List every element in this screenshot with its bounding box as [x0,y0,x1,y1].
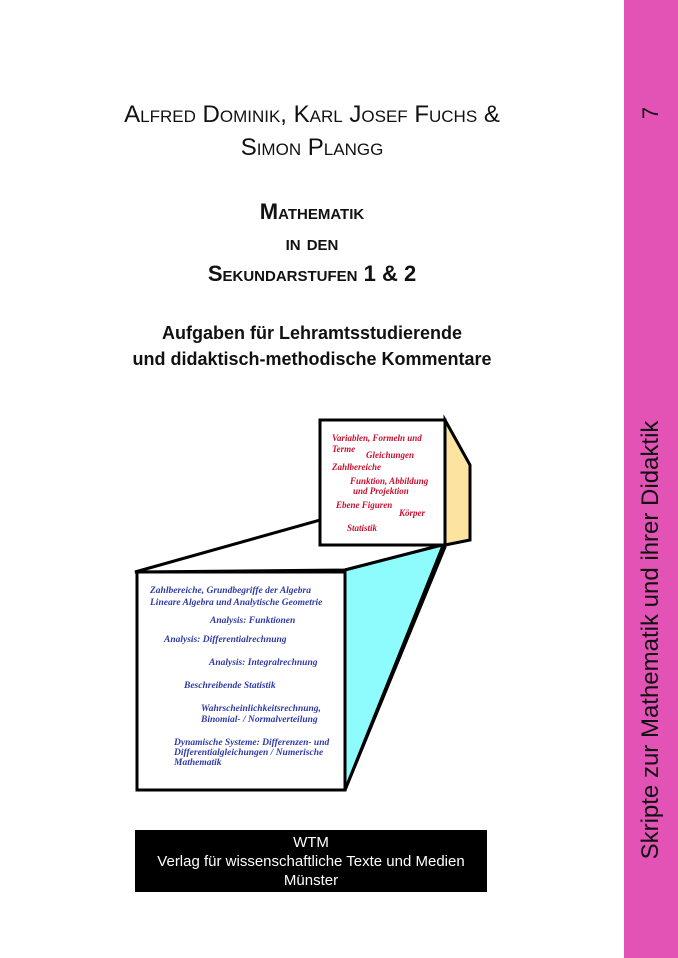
small-box-item: Körper [399,508,426,518]
title-line-2: in den [285,230,339,255]
small-box-item: Gleichungen [366,450,415,460]
series-title: Skripte zur Mathematik und ihrer Didaktik [637,420,664,860]
subtitle-line-1: Aufgaben für Lehramtsstudierende [161,323,463,343]
small-box-item: Funktion, Abbildung [350,476,429,486]
small-box-side [445,420,470,545]
large-box-item: Analysis: Integralrechnung [209,658,318,668]
publisher-line-2: Verlag für wissenschaftliche Texte und Medien [157,853,465,870]
small-box-item: und Projektion [353,486,409,496]
publisher-line-1: WTM [293,834,329,851]
large-box-item: Binomial- / Normalverteilung [201,715,318,725]
large-box-item: Beschreibende Statistik [184,681,276,691]
large-box-item: Analysis: Differentialrechnung [164,635,287,645]
authors-line-2: Simon Plangg [240,134,384,161]
publisher-box [135,830,487,892]
small-box-item: Zahlbereiche [332,462,381,472]
small-box-item: Statistik [347,523,378,533]
large-box-item: Dynamische Systeme: Differenzen- und [174,738,330,748]
series-number: 7 [638,106,663,120]
small-box-item: Variablen, Formeln und [332,433,422,443]
series-sidebar [624,0,678,958]
large-box-side-face [345,545,442,790]
small-box-item: Ebene Figuren [336,500,393,510]
authors-line-1: Alfred Dominik, Karl Josef Fuchs & [124,101,500,128]
large-box-item: Mathematik [174,758,222,768]
large-box-item: Lineare Algebra und Analytische Geometrie [150,598,323,608]
large-box-item: Wahrscheinlichkeitsrechnung, [201,704,321,714]
title-line-1: Mathematik [259,199,365,224]
subtitle-line-2: und didaktisch-methodische Kommentare [132,349,492,369]
large-box-item: Zahlbereiche, Grundbegriffe der Algebra [150,586,311,596]
large-box-item: Differentialgleichungen / Numerische [174,748,324,758]
large-box-item: Analysis: Funktionen [210,616,296,626]
publisher-line-3: Münster [283,872,339,889]
title-line-3: Sekundarstufen 1 & 2 [207,261,417,286]
small-box-item: Terme [332,444,356,454]
